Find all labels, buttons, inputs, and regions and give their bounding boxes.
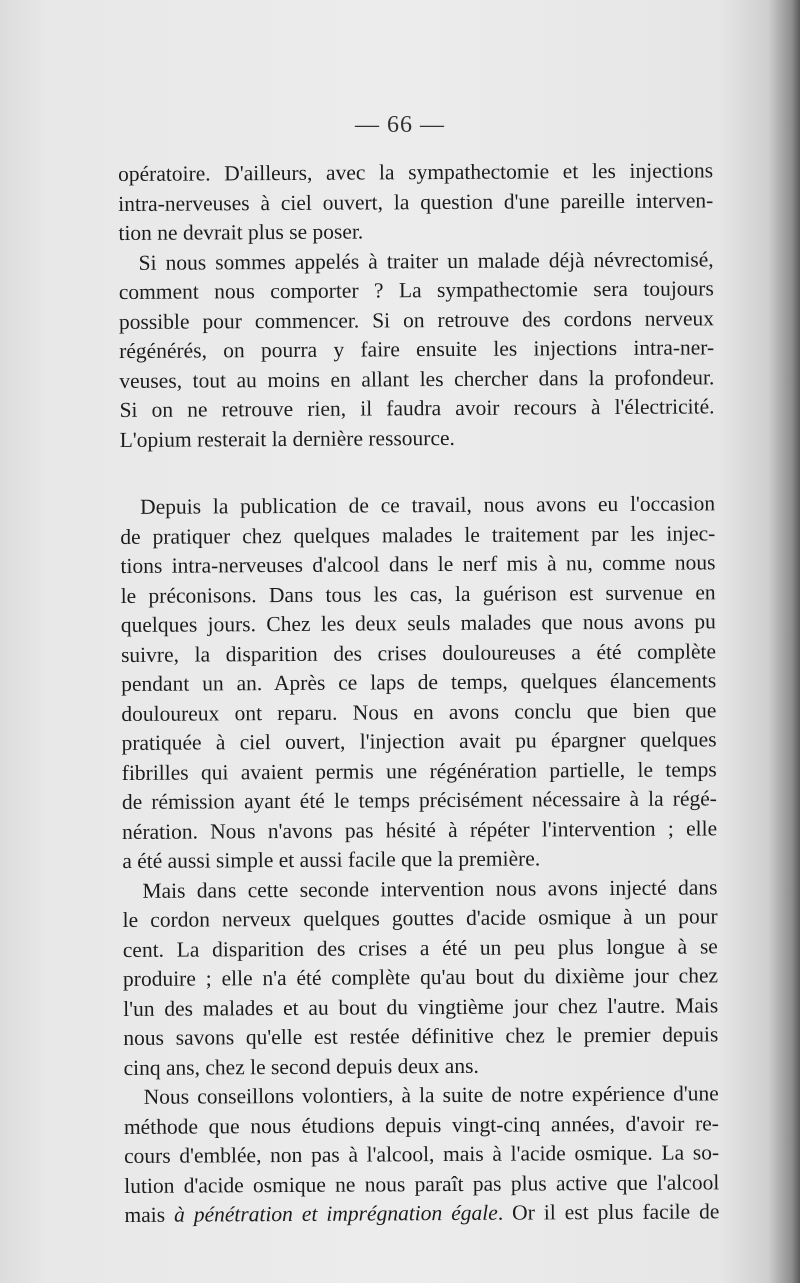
text-line: intra-nerveuses à ciel ouvert, la question d'une pareille interven- bbox=[118, 187, 714, 216]
text-line: cours d'emblée, non pas à l'alcool, mais à l'acide osmique. La so- bbox=[124, 1140, 720, 1168]
text-line: le cordon nerveux quelques gouttes d'acide osmique à un pour bbox=[122, 904, 718, 932]
text-line: tions intra-nerveuses d'alcool dans le nerf mis à nu, comme nous bbox=[120, 550, 716, 578]
text-line: méthode que nous étudions depuis vingt-cinq années, d'avoir re- bbox=[123, 1110, 719, 1139]
text-line: comment nous comporter ? La sympathectomie sera toujours bbox=[118, 276, 714, 304]
paragraph-4 bbox=[122, 873, 718, 1083]
paragraph-1 bbox=[118, 156, 714, 248]
text-line: pendant un an. Après ce laps de temps, quelques élancements bbox=[121, 668, 717, 696]
text-line: Depuis la publication de ce travail, nous avons eu l'occasion bbox=[140, 491, 716, 519]
paragraph-5 bbox=[124, 1079, 720, 1230]
text-line: de pratiquer chez quelques malades le traitement par les injec- bbox=[120, 520, 716, 549]
text-line: cent. La disparition des crises a été un peu plus longue à se bbox=[122, 933, 718, 962]
text-line: L'opium resterait la dernière ressource. bbox=[119, 425, 455, 452]
text-segment: mais bbox=[124, 1202, 175, 1227]
text-line: lution d'acide osmique ne nous paraît pas plus active que l'alcool bbox=[124, 1169, 720, 1198]
text-line: Si nous sommes appelés à traiter un malade déjà névrectomisé, bbox=[138, 246, 714, 275]
text-line: quelques jours. Chez les deux seuls malades que nous avons pu bbox=[120, 609, 716, 637]
paragraph-3 bbox=[120, 489, 717, 876]
text-line: cinq ans, chez le second depuis deux ans. bbox=[123, 1053, 479, 1080]
text-line: Nous conseillons volontiers, à la suite de notre expérience d'une bbox=[143, 1081, 719, 1109]
text-line: veuses, tout au moins en allant les chercher dans la profondeur. bbox=[119, 364, 715, 393]
text-line: fibrilles qui avaient permis une régénération partielle, le temps bbox=[121, 756, 717, 785]
text-segment: . Or il est plus facile de bbox=[497, 1199, 720, 1225]
text-line-final bbox=[124, 1197, 719, 1230]
body-text bbox=[118, 156, 720, 1230]
text-line: nous savons qu'elle est restée définitive chez le premier depuis bbox=[123, 1022, 719, 1050]
text-line: pratiquée à ciel ouvert, l'injection avait pu épargner quelques bbox=[121, 727, 717, 755]
text-line: douloureux ont reparu. Nous en avons conclu que bien que bbox=[121, 697, 717, 726]
text-line: Si on ne retrouve rien, il faudra avoir recours à l'électricité. bbox=[119, 394, 715, 422]
section-break bbox=[120, 451, 715, 493]
text-line: tion ne devrait plus se poser. bbox=[118, 219, 364, 245]
page-number: — 66 — bbox=[355, 112, 445, 138]
text-line: opératoire. D'ailleurs, avec la sympathectomie et les injections bbox=[118, 158, 714, 186]
text-line: produire ; elle n'a été complète qu'au bout du dixième jour chez bbox=[122, 963, 719, 991]
text-line: nération. Nous n'avons pas hésité à répéter l'intervention ; elle bbox=[122, 815, 718, 844]
text-line: suivre, la disparition des crises douloureuses a été complète bbox=[120, 638, 717, 667]
paragraph-2 bbox=[119, 245, 715, 455]
text-line: possible pour commencer. Si on retrouve des cordons nerveux bbox=[118, 305, 715, 334]
text-line: Mais dans cette seconde intervention nous avons injecté dans bbox=[142, 874, 718, 903]
text-line: le préconisons. Dans tous les cas, la guérison est survenue en bbox=[120, 579, 716, 608]
text-line: de rémission ayant été le temps précisément nécessaire à la régé- bbox=[121, 786, 717, 814]
text-line: régénérés, on pourra y faire ensuite les injections intra-ner- bbox=[119, 335, 715, 363]
italic-emphasis: à pénétration et imprégnation égale bbox=[173, 1200, 498, 1227]
text-line: a été aussi simple et aussi facile que la première. bbox=[122, 846, 541, 873]
text-line: l'un des malades et au bout du vingtième jour chez l'autre. Mais bbox=[123, 992, 719, 1021]
